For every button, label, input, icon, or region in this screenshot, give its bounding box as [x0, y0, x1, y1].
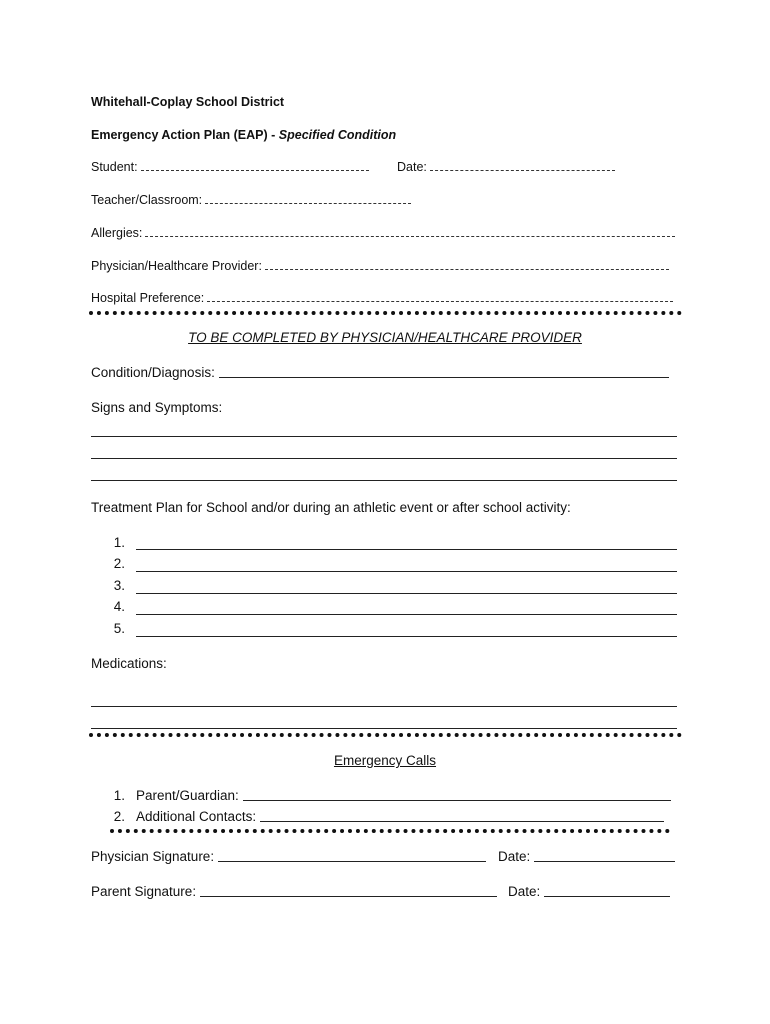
physician-field[interactable]	[265, 269, 669, 270]
section-divider	[110, 829, 670, 833]
condition-row	[91, 365, 669, 380]
treatment-line[interactable]	[136, 549, 677, 550]
student-field[interactable]	[141, 170, 369, 171]
medications-line[interactable]	[91, 728, 677, 729]
district-name: Whitehall-Coplay School District	[91, 95, 285, 109]
plan-subtitle: Specified Condition	[278, 128, 397, 142]
section-divider	[89, 733, 682, 737]
signs-line[interactable]	[91, 436, 677, 437]
treatment-line[interactable]	[136, 614, 677, 615]
medications-line[interactable]	[91, 706, 677, 707]
parent-signature-label: Parent Signature:	[91, 884, 197, 899]
section-divider	[89, 311, 682, 315]
parent-date-row	[508, 884, 670, 899]
physician-signature-row	[91, 849, 486, 864]
parent-signature-field[interactable]	[200, 896, 497, 897]
allergies-field[interactable]	[145, 236, 675, 237]
additional-contacts-row	[136, 809, 664, 824]
parent-guardian-row	[136, 788, 671, 803]
allergies-label: Allergies:	[91, 226, 143, 240]
teacher-row	[91, 193, 411, 207]
physician-date-label: Date:	[498, 849, 531, 864]
physician-signature-field[interactable]	[218, 861, 486, 862]
student-row	[91, 160, 369, 174]
student-label: Student:	[91, 160, 138, 174]
signs-label: Signs and Symptoms:	[91, 400, 223, 415]
physician-row	[91, 259, 669, 273]
hospital-row	[91, 291, 673, 305]
medications-label: Medications:	[91, 656, 167, 671]
treatment-line[interactable]	[136, 636, 677, 637]
parent-signature-row	[91, 884, 497, 899]
emergency-number: 1.	[113, 788, 125, 803]
emergency-number: 2.	[113, 809, 125, 824]
treatment-number: 3.	[113, 578, 125, 593]
plan-title-text: Emergency Action Plan (EAP) -	[91, 128, 276, 142]
physician-date-row	[498, 849, 675, 864]
physician-label: Physician/Healthcare Provider:	[91, 259, 262, 273]
treatment-label: Treatment Plan for School and/or during an athletic event or after school activity:	[91, 500, 571, 515]
date-row	[397, 160, 615, 174]
treatment-number: 1.	[113, 535, 125, 550]
signs-line[interactable]	[91, 480, 677, 481]
condition-field[interactable]	[219, 377, 669, 378]
treatment-line[interactable]	[136, 593, 677, 594]
signs-line[interactable]	[91, 458, 677, 459]
condition-label: Condition/Diagnosis:	[91, 365, 215, 380]
parent-guardian-field[interactable]	[243, 800, 671, 801]
parent-date-label: Date:	[508, 884, 541, 899]
physician-section-title: TO BE COMPLETED BY PHYSICIAN/HEALTHCARE PROVIDER	[188, 330, 582, 345]
treatment-number: 5.	[113, 621, 125, 636]
parent-guardian-label: Parent/Guardian:	[136, 788, 239, 803]
plan-title	[91, 128, 396, 142]
physician-signature-label: Physician Signature:	[91, 849, 215, 864]
treatment-line[interactable]	[136, 571, 677, 572]
date-field[interactable]	[430, 170, 615, 171]
treatment-number: 4.	[113, 599, 125, 614]
hospital-field[interactable]	[207, 301, 673, 302]
date-label: Date:	[397, 160, 427, 174]
treatment-number: 2.	[113, 556, 125, 571]
allergies-row	[91, 226, 675, 240]
emergency-calls-title: Emergency Calls	[333, 753, 437, 768]
additional-contacts-field[interactable]	[260, 821, 664, 822]
teacher-field[interactable]	[205, 203, 411, 204]
physician-date-field[interactable]	[534, 861, 675, 862]
teacher-label: Teacher/Classroom:	[91, 193, 203, 207]
hospital-label: Hospital Preference:	[91, 291, 205, 305]
additional-contacts-label: Additional Contacts:	[136, 809, 257, 824]
parent-date-field[interactable]	[544, 896, 670, 897]
